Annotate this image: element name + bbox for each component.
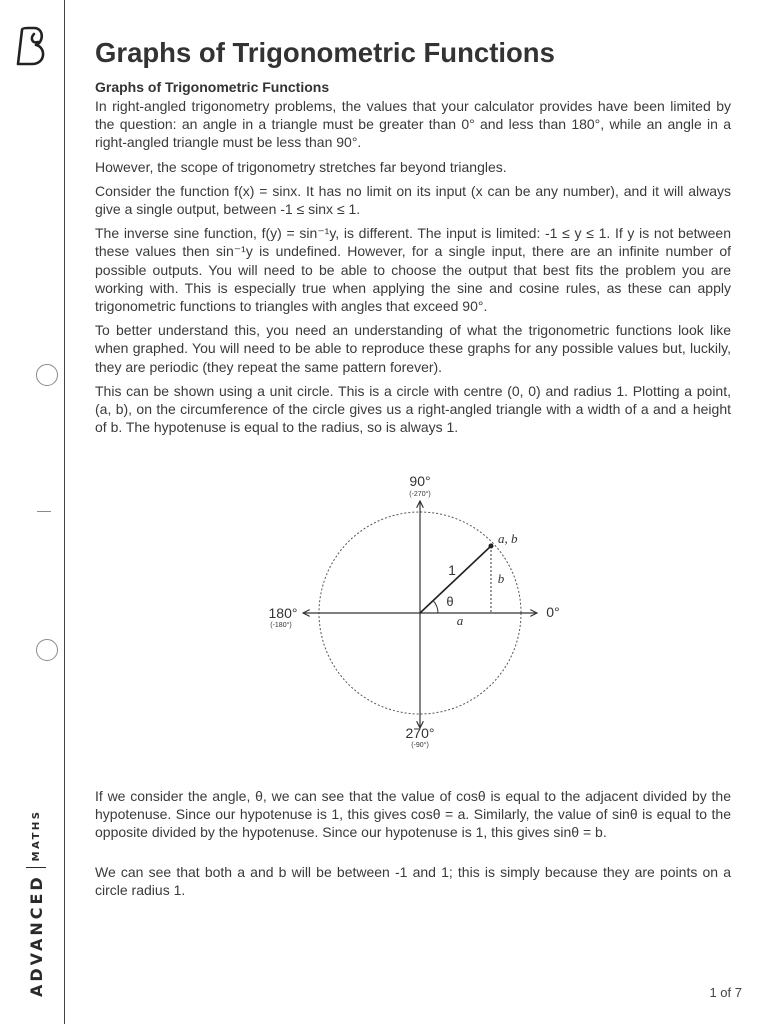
- paragraph: We can see that both a and b will be between -1 and 1; this is simply because they are points on a circle radius 1.: [95, 864, 731, 899]
- label-opposite: b: [497, 571, 505, 586]
- brand-sub: MATHS: [30, 809, 42, 862]
- page-title: Graphs of Trigonometric Functions: [95, 37, 555, 68]
- margin-line: [64, 0, 65, 1024]
- label-point: a, b: [498, 531, 518, 546]
- label-hypotenuse: 1: [448, 562, 456, 578]
- brand-logo-icon: [14, 24, 52, 68]
- paragraph: However, the scope of trigonometry stretches far beyond triangles.: [95, 158, 507, 175]
- label-180: 180°: [268, 605, 298, 621]
- paragraph: If we consider the angle, θ, we can see that the value of cosθ is equal to the adjacent divided by the hypotenuse. Since our hypotenuse is 1, this gives cosθ = a. Similarly, the value of sinθ is equal to the opposite divided by the hypotenuse. Since our hypotenuse is 1, this gives sinθ = b.: [95, 788, 731, 841]
- fold-mark: [37, 511, 51, 512]
- paragraph: The inverse sine function, f(y) = sin⁻¹y, is different. The input is limited: -1 ≤ y ≤ 1. If y is not between these values then sin⁻¹y is undefined. However, for a single input, there are an infinite number of possible outputs. You will need to be able to choose the output that best fits the problem you are working with. This is especially true when applying the sine and cosine rules, as these can apply trigonometric functions to triangles with angles that exceed 90°.: [95, 225, 731, 315]
- paragraph: In right-angled trigonometry problems, the values that your calculator provides have been limited by the question: an angle in a triangle must be greater than 0° and less than 180°, while an angle in a right-angled triangle must be less than 90°.: [95, 98, 731, 151]
- point-marker: [489, 544, 494, 549]
- punch-hole: [36, 364, 58, 386]
- unit-circle-diagram: [255, 470, 575, 760]
- paragraph: Consider the function f(x) = sinx. It has no limit on its input (x can be any number), and it will always give a single output, between -1 ≤ sinx ≤ 1.: [95, 182, 731, 218]
- punch-hole: [36, 639, 58, 661]
- label-neg90: (-90°): [411, 742, 429, 749]
- label-adjacent: a: [456, 613, 464, 628]
- paragraph: To better understand this, you need an understanding of what the trigonometric functions look like when graphed. You will need to be able to reproduce these graphs for any possible values but, luckily, they are periodic (they repeat the same pattern forever).: [95, 322, 731, 375]
- document-content: [95, 36, 731, 436]
- section-heading: Graphs of Trigonometric Functions: [95, 79, 330, 95]
- label-neg180: (-180°): [270, 622, 292, 629]
- brand-name: ADVANCED: [26, 874, 46, 997]
- brand-divider: [26, 867, 46, 868]
- paragraph: This can be shown using a unit circle. This is a circle with centre (0, 0) and radius 1. Plotting a point, (a, b), on the circumference of the circle gives us a right-angled triangle with a width of a and a height of b. The hypotenuse is equal to the radius, so is always 1.: [95, 382, 731, 436]
- label-90: 90°: [409, 473, 431, 489]
- label-theta: θ: [446, 594, 454, 609]
- label-neg270: (-270°): [409, 491, 431, 498]
- angle-arc: [433, 601, 438, 613]
- label-270: 270°: [405, 725, 435, 741]
- hypotenuse-line: [420, 546, 491, 613]
- label-0: 0°: [546, 604, 560, 620]
- page-number: 1 of 7: [709, 985, 742, 1000]
- brand-vertical: [26, 810, 46, 998]
